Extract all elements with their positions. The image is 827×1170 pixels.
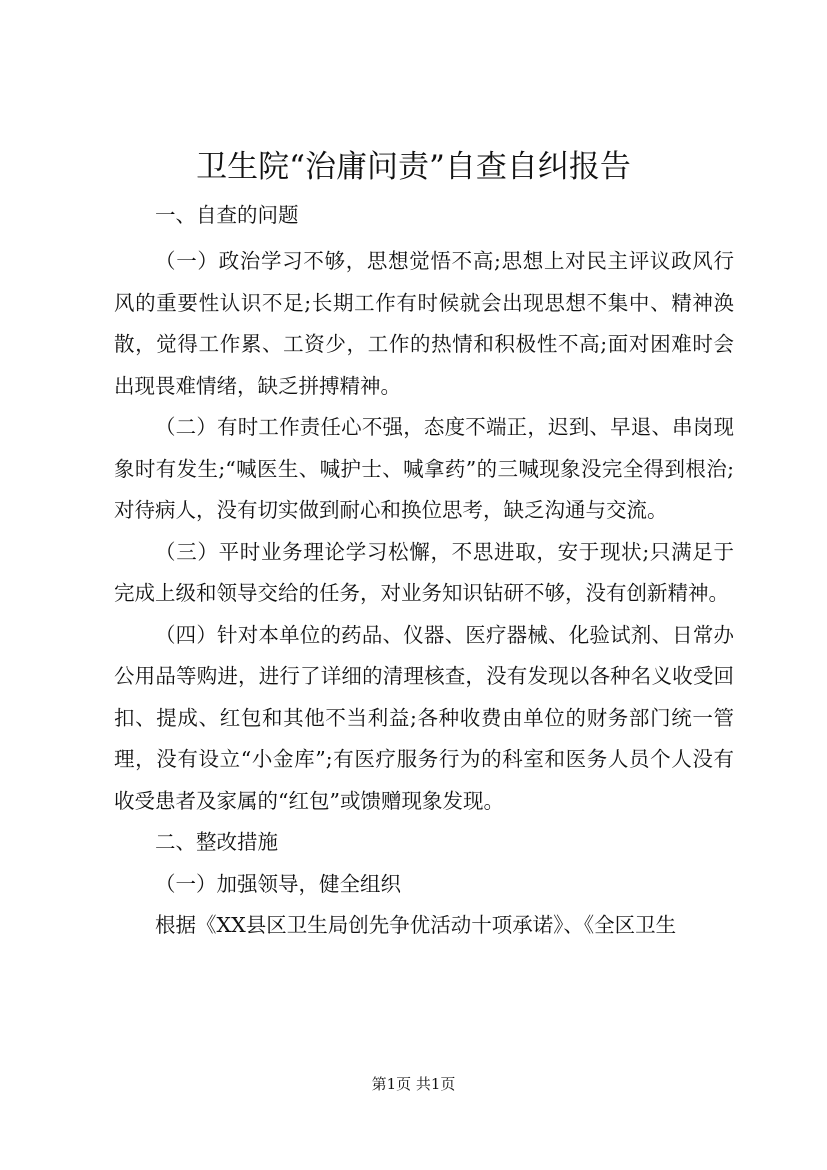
paragraph-problem-1: （一）政治学习不够，思想觉悟不高;思想上对民主评议政风行风的重要性认识不足;长期工作有时候就会出现思想不集中、精神涣散，觉得工作累、工资少，工作的热情和积极性不高;面对困难时会出现畏难情绪，缺乏拼搏精神。 [114, 249, 734, 398]
page-number-footer: 第1页 共1页 [371, 1075, 456, 1093]
document-body [114, 200, 734, 947]
document-title: 卫生院“治庸问责”自查自纠报告 [196, 149, 631, 185]
section-heading-measures: 二、整改措施 [155, 830, 278, 854]
section-heading-problems: 一、自查的问题 [155, 203, 299, 227]
subheading-leadership: （一）加强领导，健全组织 [155, 871, 401, 896]
paragraph-measure-1: 根据《XX县区卫生局创先争优活动十项承诺》、《全区卫生 [155, 913, 677, 937]
paragraph-problem-3: （三）平时业务理论学习松懈，不思进取，安于现状;只满足于完成上级和领导交给的任务，对业务知识钻研不够，没有创新精神。 [114, 539, 734, 605]
paragraph-problem-2: （二）有时工作责任心不强，态度不端正，迟到、早退、串岗现象时有发生;“喊医生、喊护士、喊拿药”的三喊现象没完全得到根治;对待病人，没有切实做到耐心和换位思考，缺乏沟通与交流。 [114, 415, 734, 522]
paragraph-problem-4: （四）针对本单位的药品、仪器、医疗器械、化验试剂、日常办公用品等购进，进行了详细的清理核查，没有发现以各种名义收受回扣、提成、红包和其他不当利益;各种收费由单位的财务部门统一管理，没有设立“小金库”;有医疗服务行为的科室和医务人员个人没有收受患者及家属的“红包”或馈赠现象发现。 [114, 622, 734, 813]
